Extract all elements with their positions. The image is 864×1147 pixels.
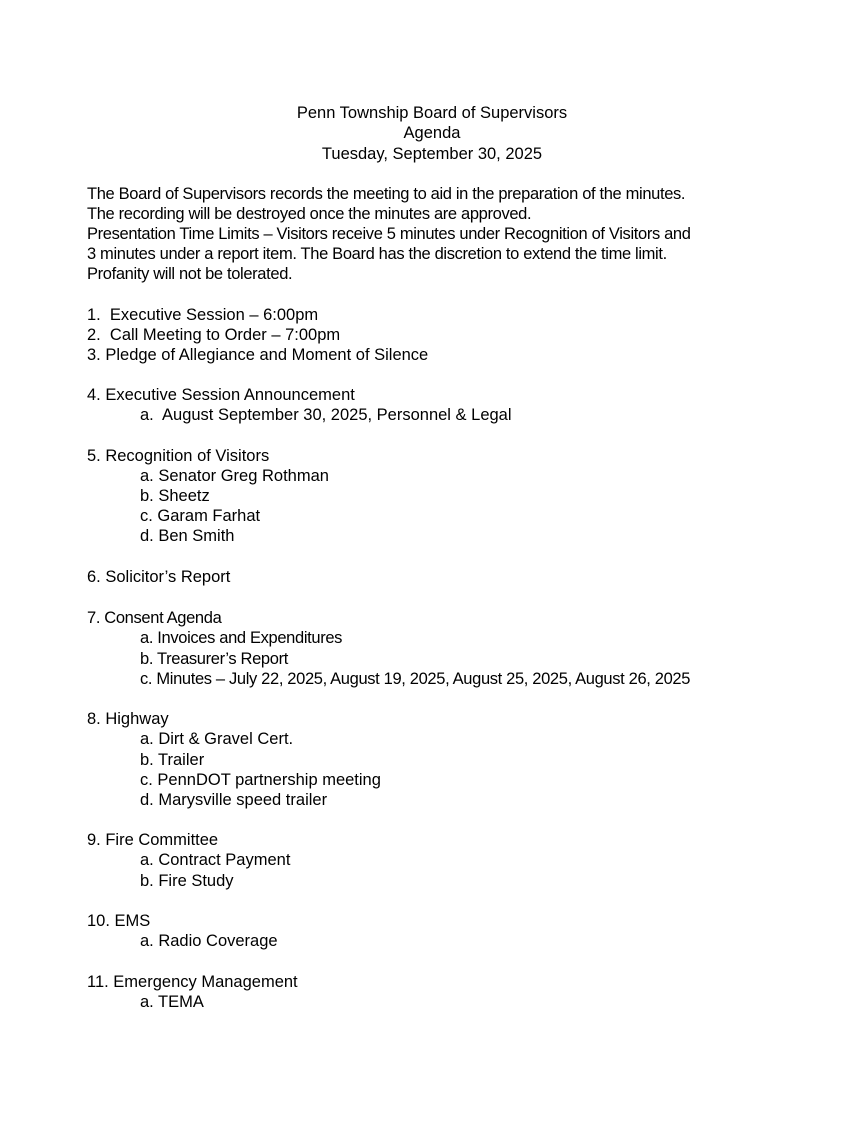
document-subtitle: Agenda [403, 124, 461, 142]
meeting-date: Tuesday, September 30, 2025 [321, 145, 543, 163]
agenda-subitem: c. Garam Farhat [140, 507, 261, 525]
agenda-subitem: d. Ben Smith [140, 527, 235, 545]
agenda-subitem: b. Fire Study [140, 872, 234, 890]
agenda-item: 8. Highway [87, 710, 169, 728]
agenda-item: 6. Solicitor’s Report [87, 568, 231, 586]
document-title: Penn Township Board of Supervisors [296, 104, 568, 122]
agenda-item: 4. Executive Session Announcement [87, 386, 355, 404]
agenda-item: 11. Emergency Management [87, 973, 298, 991]
agenda-subitem: a. TEMA [140, 993, 204, 1011]
agenda-subitem: a. Dirt & Gravel Cert. [140, 730, 294, 748]
agenda-subitem: a. Contract Payment [140, 851, 291, 869]
intro-line: The Board of Supervisors records the meeting to aid in the preparation of the minutes. [87, 185, 686, 203]
agenda-subitem: a. Invoices and Expenditures [140, 629, 343, 647]
agenda-subitem: a. Senator Greg Rothman [140, 467, 329, 485]
agenda-item: 10. EMS [87, 912, 151, 930]
agenda-item: 9. Fire Committee [87, 831, 219, 849]
agenda-item: 3. Pledge of Allegiance and Moment of Silence [87, 346, 429, 364]
agenda-item: 5. Recognition of Visitors [87, 447, 270, 465]
agenda-item: 7. Consent Agenda [87, 609, 222, 627]
intro-line: The recording will be destroyed once the minutes are approved. [87, 205, 532, 223]
agenda-subitem: c. PennDOT partnership meeting [140, 771, 381, 789]
agenda-item: 2. Call Meeting to Order – 7:00pm [87, 326, 341, 344]
agenda-subitem: b. Trailer [140, 751, 205, 769]
intro-line: Profanity will not be tolerated. [87, 265, 293, 283]
agenda-subitem: d. Marysville speed trailer [140, 791, 328, 809]
agenda-subitem: b. Treasurer’s Report [140, 650, 288, 668]
intro-line: Presentation Time Limits – Visitors receive 5 minutes under Recognition of Visitors and [87, 225, 691, 243]
agenda-subitem: a. Radio Coverage [140, 932, 278, 950]
agenda-subitem: b. Sheetz [140, 487, 210, 505]
agenda-subitem: a. August September 30, 2025, Personnel & Legal [140, 406, 512, 424]
agenda-item: 1. Executive Session – 6:00pm [87, 306, 319, 324]
intro-line: 3 minutes under a report item. The Board has the discretion to extend the time limit. [87, 245, 667, 263]
agenda-subitem: c. Minutes – July 22, 2025, August 19, 2025, August 25, 2025, August 26, 2025 [140, 670, 691, 688]
